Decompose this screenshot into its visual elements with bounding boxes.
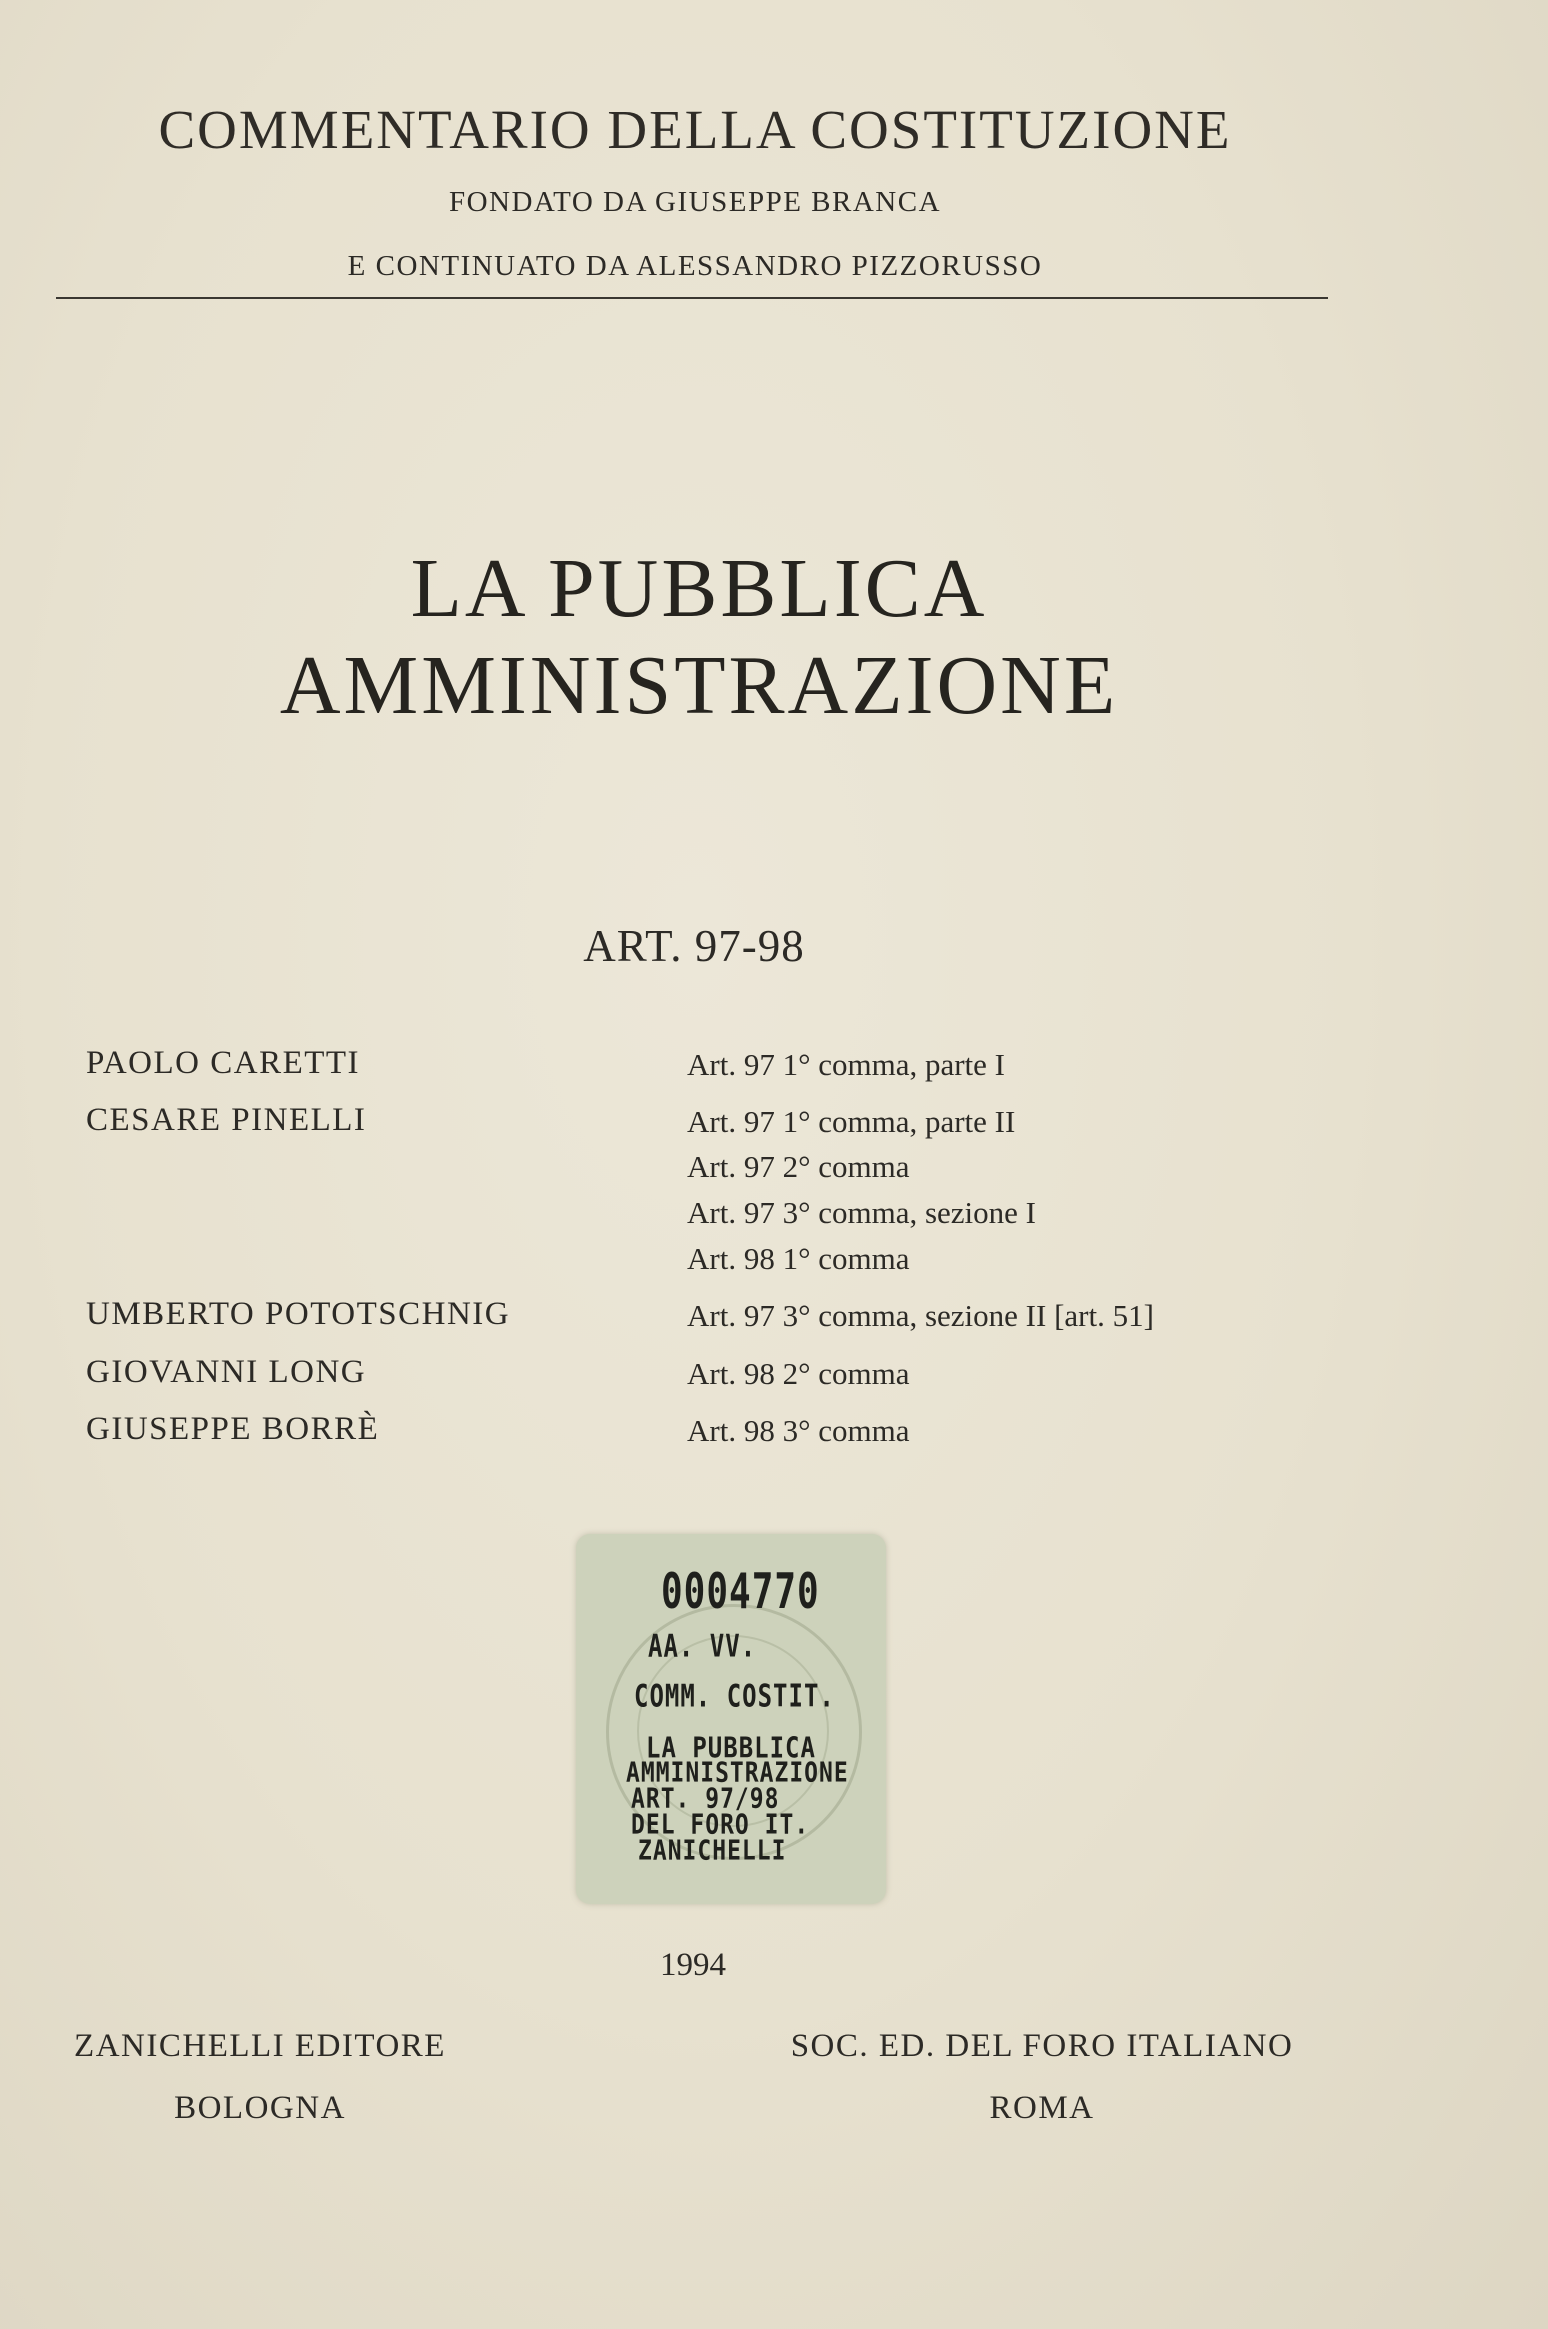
book-title-line-1: LA PUBBLICA: [410, 542, 988, 635]
book-title-line-2: AMMINISTRAZIONE: [279, 639, 1119, 732]
contributor-author: GIUSEPPE BORRÈ: [86, 1411, 380, 1447]
founder-line: FONDATO DA GIUSEPPE BRANCA: [448, 186, 942, 218]
publisher-right-name: SOC. ED. DEL FORO ITALIANO: [790, 2028, 1294, 2064]
series-title: COMMENTARIO DELLA COSTITUZIONE: [158, 99, 1232, 160]
stamp-number: 0004770: [661, 1564, 820, 1621]
contributor-author: GIOVANNI LONG: [86, 1354, 367, 1390]
contributor-author: PAOLO CARETTI: [86, 1045, 361, 1081]
stamp-line: ZANICHELLI: [638, 1835, 787, 1867]
publisher-left-city: BOLOGNA: [174, 2090, 346, 2126]
contributor-author: CESARE PINELLI: [86, 1102, 367, 1138]
library-stamp-label: [576, 1534, 886, 1904]
contributor-part: Art. 98 3° comma: [687, 1413, 910, 1448]
contributor-part: Art. 97 3° comma, sezione II [art. 51]: [687, 1298, 1154, 1333]
stamp-line: AA. VV.: [648, 1627, 757, 1665]
continuer-line: E CONTINUATO DA ALESSANDRO PIZZORUSSO: [347, 250, 1043, 282]
publication-year: 1994: [660, 1947, 726, 1983]
contributor-part: Art. 97 1° comma, parte I: [687, 1047, 1005, 1082]
header-rule: [56, 297, 1328, 299]
stamp-line: AMMINISTRAZIONE: [626, 1757, 849, 1789]
contributor-part: Art. 97 2° comma: [687, 1149, 910, 1184]
publisher-right-city: ROMA: [989, 2090, 1095, 2126]
contributor-part: Art. 98 2° comma: [687, 1356, 910, 1391]
stamp-line: LA PUBBLICA: [646, 1731, 816, 1765]
stamp-line: ART. 97/98: [631, 1783, 780, 1815]
contributor-part: Art. 97 3° comma, sezione I: [687, 1195, 1036, 1230]
stamp-line: COMM. COSTIT.: [634, 1677, 835, 1715]
contributor-author: UMBERTO POTOTSCHNIG: [86, 1296, 511, 1332]
articles-range: ART. 97-98: [583, 921, 805, 971]
publisher-left-name: ZANICHELLI EDITORE: [74, 2028, 446, 2064]
stamp-line: DEL FORO IT.: [631, 1809, 810, 1841]
contributor-part: Art. 98 1° comma: [687, 1241, 910, 1276]
contributor-part: Art. 97 1° comma, parte II: [687, 1104, 1016, 1139]
